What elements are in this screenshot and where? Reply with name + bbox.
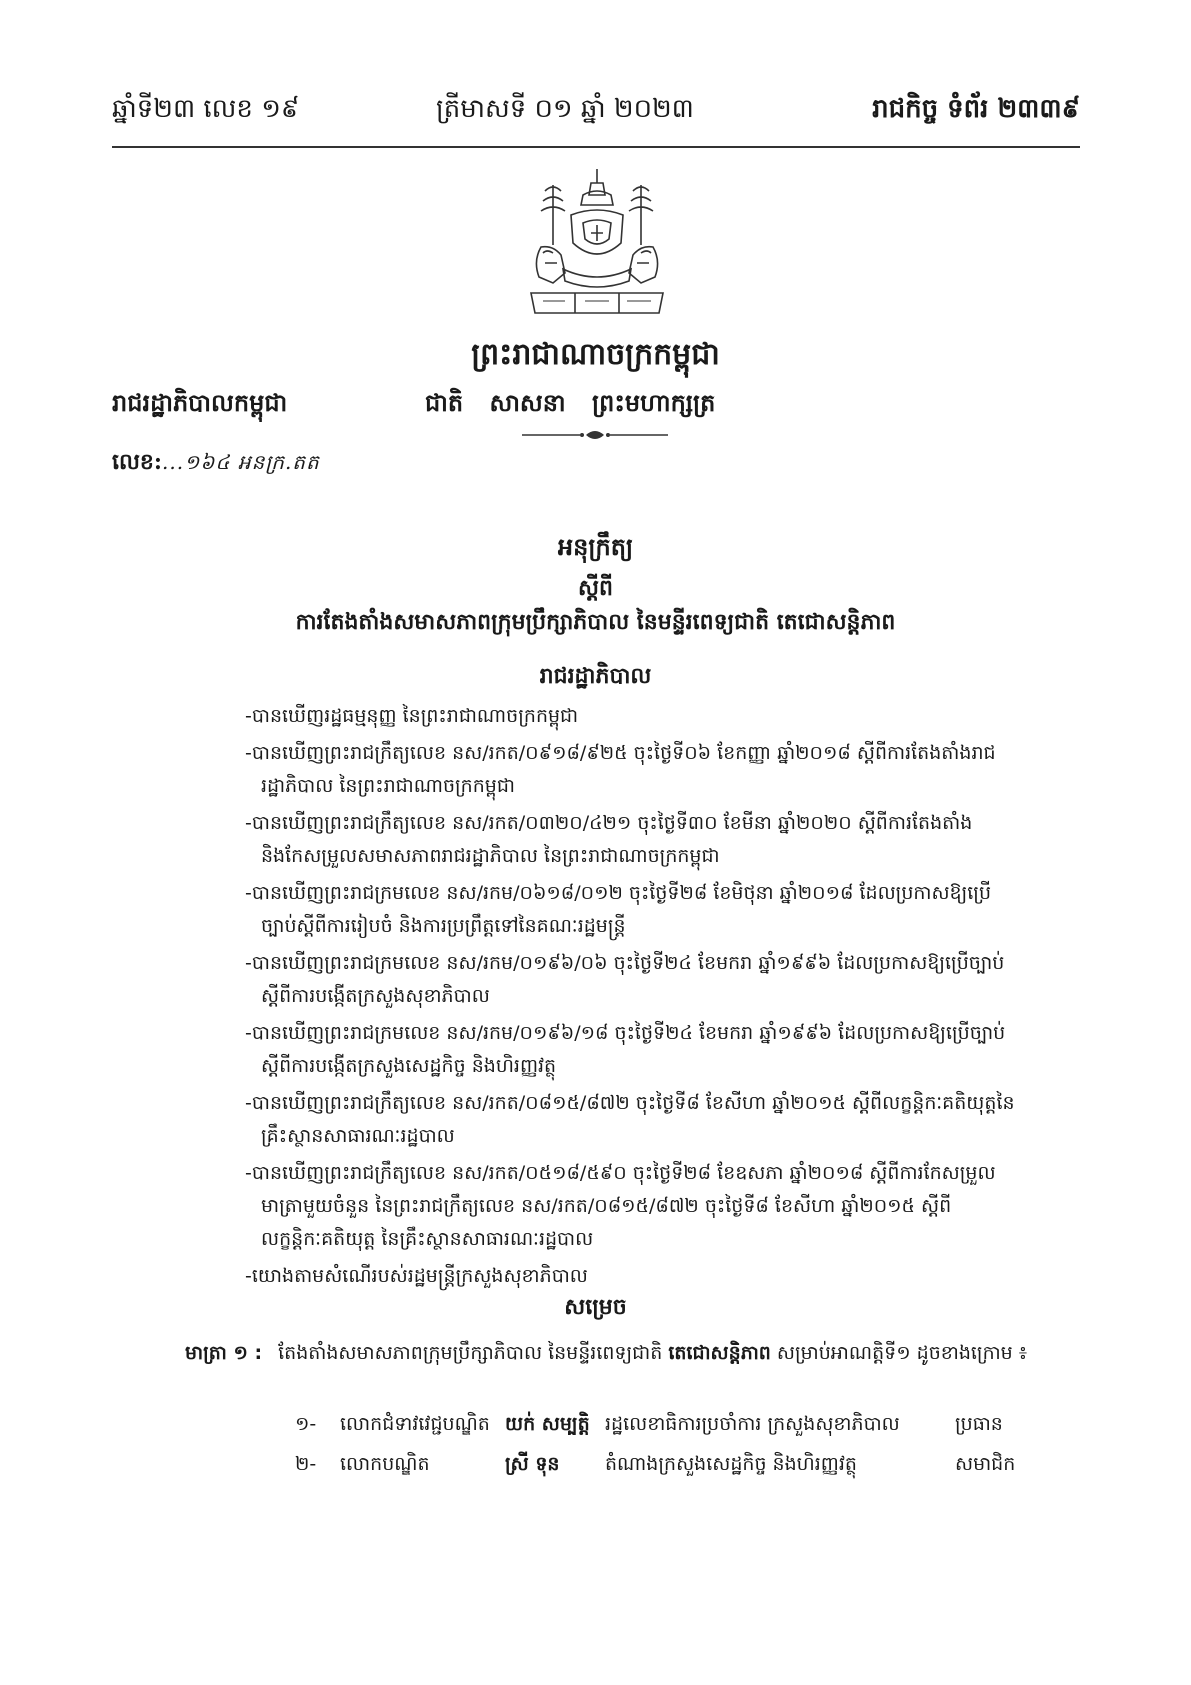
reference-handwritten: ...១៦៤ អនក្រ.តត <box>162 450 320 474</box>
member-role: ប្រធាន <box>955 1413 1003 1435</box>
recital-item: -បានឃើញព្រះរាជក្រមលេខ នស/រកម/០៦១៨/០១២ ចុះថ្ងៃទី២៨ ខែមិថុនា ឆ្នាំ២០១៨ ដែលប្រកាសឱ្យប្រើច្បាប់ស្តីពីការរៀបចំ និងការប្រព្រឹត្តទៅនៃគណៈរដ្ឋមន្ត្រី <box>245 882 992 937</box>
member-title: លោកបណ្ឌិត <box>340 1453 430 1475</box>
document-subject: ការតែងតាំងសមាសភាពក្រុមប្រឹក្សាភិបាល នៃមន្ទីរពេទ្យជាតិ តេជោសន្តិភាព <box>295 609 896 635</box>
national-motto: ជាតិ សាសនា ព្រះមហាក្សត្រ <box>425 388 716 417</box>
kingdom-title: ព្រះរាជាណាចក្រកម្ពុជា <box>471 337 720 372</box>
flourish-divider <box>520 426 670 444</box>
member-number: ២- <box>295 1453 317 1475</box>
recital-item: -បានឃើញរដ្ឋធម្មនុញ្ញ នៃព្រះរាជាណាចក្រកម្ពុជា <box>245 705 579 727</box>
running-header <box>112 92 1080 140</box>
member-number: ១- <box>295 1413 317 1435</box>
article-text-after: សម្រាប់អាណត្តិទី១ ដូចខាងក្រោម ៖ <box>776 1342 1028 1364</box>
reference-number <box>112 448 320 480</box>
government-name: រាជរដ្ឋាភិបាលកម្ពុជា <box>112 388 288 417</box>
document-issuer: រាជរដ្ឋាភិបាល <box>539 663 652 689</box>
page-number: រាជកិច្ច ទំព័រ ២៣៣៩ <box>872 94 1080 124</box>
issue-number: ឆ្នាំទី២៣ លេខ ១៩ <box>112 94 300 124</box>
royal-arms-emblem <box>513 165 681 330</box>
members-list <box>295 1412 1055 1492</box>
recital-item: -បានឃើញព្រះរាជក្រមលេខ នស/រកម/០១៩៦/០៦ ចុះថ្ងៃទី២៤ ខែមករា ឆ្នាំ១៩៩៦ ដែលប្រកាសឱ្យប្រើច្បាប់ស្តីពីការបង្កើតក្រសួងសុខាភិបាល <box>245 952 1005 1007</box>
member-row <box>295 1412 1055 1452</box>
header-rule <box>112 146 1080 148</box>
article-text-before: តែងតាំងសមាសភាពក្រុមប្រឹក្សាភិបាល នៃមន្ទីរពេទ្យជាតិ <box>278 1342 663 1364</box>
decision-heading: សម្រេច <box>564 1294 627 1320</box>
member-row <box>295 1452 1055 1492</box>
recital-item: -បានឃើញព្រះរាជក្រមលេខ នស/រកម/០១៩៦/១៨ ចុះថ្ងៃទី២៤ ខែមករា ឆ្នាំ១៩៩៦ ដែលប្រកាសឱ្យប្រើច្បាប់ស្តីពីការបង្កើតក្រសួងសេដ្ឋកិច្ច និងហិរញ្ញវត្ថុ <box>245 1022 1006 1077</box>
member-role: សមាជិក <box>955 1453 1016 1475</box>
recitals-list <box>245 700 1015 1297</box>
recital-item: -បានឃើញព្រះរាជក្រឹត្យលេខ នស/រកត/០៣២០/៤២១ ចុះថ្ងៃទី៣០ ខែមីនា ឆ្នាំ២០២០ ស្តីពីការតែងតាំង និងកែសម្រួលសមាសភាពរាជរដ្ឋាភិបាល នៃព្រះរាជាណាចក្រកម្ពុជា <box>245 812 973 867</box>
member-name: ស្រី ទុន <box>505 1453 560 1475</box>
quarter-year: ត្រីមាសទី ០១ ឆ្នាំ ២០២៣ <box>436 94 694 124</box>
member-name: យក់ សម្បត្តិ <box>505 1413 590 1435</box>
article-1 <box>185 1336 1035 1371</box>
recital-item: -បានឃើញព្រះរាជក្រឹត្យលេខ នស/រកត/០៥១៨/៥៩០ ចុះថ្ងៃទី២៨ ខែឧសភា ឆ្នាំ២០១៨ ស្តីពីការកែសម្រួលមាត្រាមួយចំនួន នៃព្រះរាជក្រឹត្យលេខ នស/រកត/០៨១៥/៨៧២ ចុះថ្ងៃទី៨ ខែសីហា ឆ្នាំ២០១៥ ស្តីពីលក្ខន្តិកៈគតិយុត្ត នៃគ្រឹះស្ថានសាធារណៈរដ្ឋបាល <box>245 1162 996 1250</box>
recital-item: -បានឃើញព្រះរាជក្រឹត្យលេខ នស/រកត/០៨១៥/៨៧២ ចុះថ្ងៃទី៨ ខែសីហា ឆ្នាំ២០១៥ ស្តីពីលក្ខន្តិកៈគតិយុត្តនៃគ្រឹះស្ថានសាធារណៈរដ្ឋបាល <box>245 1092 1015 1147</box>
member-position: រដ្ឋលេខាធិការប្រចាំការ ក្រសួងសុខាភិបាល <box>605 1413 900 1435</box>
member-position: តំណាងក្រសួងសេដ្ឋកិច្ច និងហិរញ្ញវត្ថុ <box>605 1453 857 1475</box>
recital-item: -យោងតាមសំណើរបស់រដ្ឋមន្ត្រីក្រសួងសុខាភិបាល <box>245 1265 588 1287</box>
document-type: អនុក្រឹត្យ <box>557 532 634 561</box>
article-label: មាត្រា ១ : <box>185 1342 263 1364</box>
reference-label: លេខ: <box>112 449 163 475</box>
recital-item: -បានឃើញព្រះរាជក្រឹត្យលេខ នស/រកត/០៩១៨/៩២៥ ចុះថ្ងៃទី០៦ ខែកញ្ញា ឆ្នាំ២០១៨ ស្តីពីការតែងតាំងរាជរដ្ឋាភិបាល នៃព្រះរាជាណាចក្រកម្ពុជា <box>245 742 996 797</box>
article-emphasis: តេជោសន្តិភាព <box>668 1342 771 1364</box>
member-title: លោកជំទាវវេជ្ជបណ្ឌិត <box>340 1413 490 1435</box>
document-on: ស្តីពី <box>578 575 613 601</box>
